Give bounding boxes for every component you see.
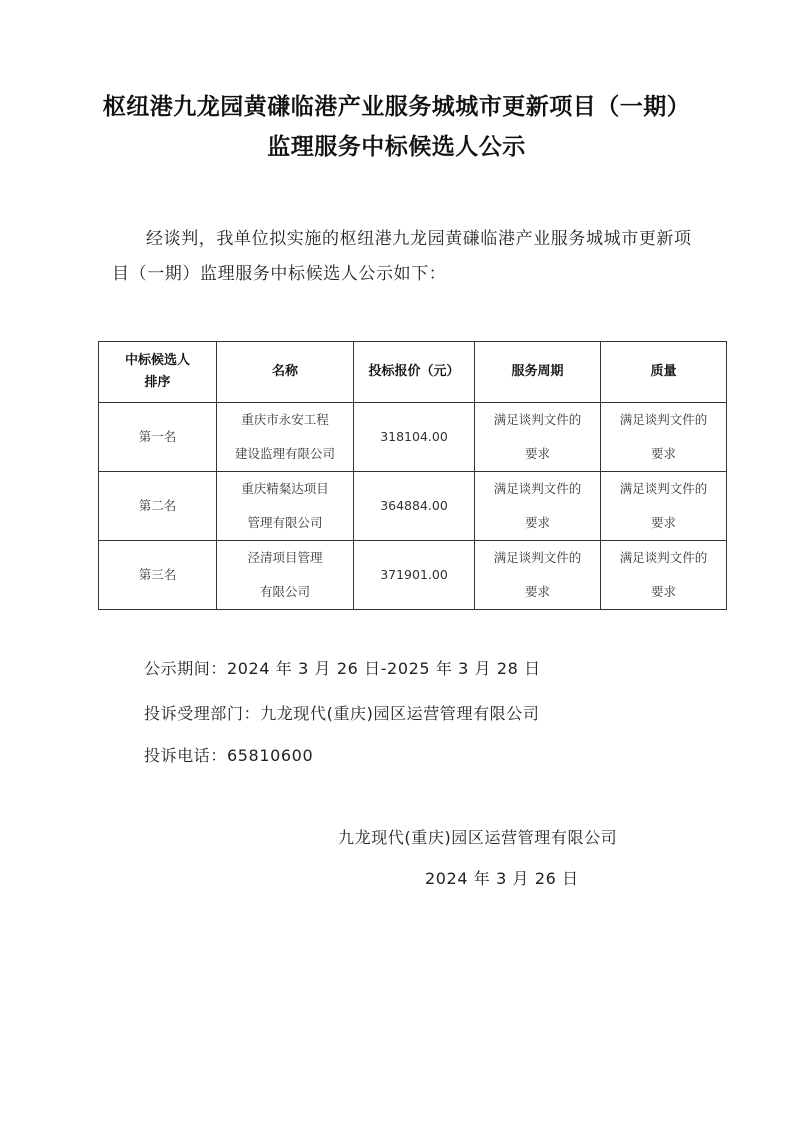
header-quality: 质量	[601, 342, 727, 403]
complaint-phone: 投诉电话：65810600	[144, 746, 314, 765]
cell-name-line-2: 建设监理有限公司	[234, 446, 335, 461]
cell-price: 364884.00	[354, 472, 475, 541]
cell-quality-line-1: 满足谈判文件的	[619, 481, 708, 496]
candidates-table	[98, 341, 727, 610]
cell-name-line-1: 重庆精粲达项目	[241, 481, 329, 496]
cell-price: 371901.00	[354, 541, 475, 610]
signature-date: 2024 年 3 月 26 日	[425, 869, 579, 888]
intro-line-1	[112, 222, 762, 257]
cell-name	[217, 541, 354, 610]
cell-name-line-1: 泾清项目管理	[247, 550, 323, 565]
intro-line-2: 目（一期）监理服务中标候选人公示如下：	[112, 264, 447, 284]
header-name: 名称	[217, 342, 354, 403]
notice-period: 公示期间：2024 年 3 月 26 日-2025 年 3 月 28 日	[144, 659, 541, 678]
cell-period	[475, 403, 601, 472]
table-row	[99, 472, 727, 541]
header-rank	[99, 342, 217, 403]
cell-period	[475, 541, 601, 610]
cell-period-line-1: 满足谈判文件的	[493, 550, 582, 565]
cell-name-line-2: 管理有限公司	[247, 515, 323, 530]
title-line-2: 监理服务中标候选人公示	[267, 133, 526, 160]
cell-name-line-2: 有限公司	[259, 584, 310, 599]
table-header-row	[99, 342, 727, 403]
table-row	[99, 403, 727, 472]
complaint-department: 投诉受理部门：九龙现代(重庆)园区运营管理有限公司	[144, 704, 540, 723]
header-rank-line-2: 排序	[144, 375, 171, 390]
cell-quality-line-1: 满足谈判文件的	[619, 550, 708, 565]
table-row	[99, 541, 727, 610]
cell-period-line-2: 要求	[524, 584, 550, 599]
cell-period-line-2: 要求	[524, 446, 550, 461]
cell-price: 318104.00	[354, 403, 475, 472]
cell-quality-line-2: 要求	[650, 515, 676, 530]
cell-name	[217, 403, 354, 472]
cell-rank: 第三名	[99, 541, 217, 610]
header-price: 投标报价（元）	[354, 342, 475, 403]
cell-quality	[601, 403, 727, 472]
cell-period-line-2: 要求	[524, 515, 550, 530]
cell-quality-line-1: 满足谈判文件的	[619, 412, 708, 427]
title-line-1: 枢纽港九龙园黄磏临港产业服务城城市更新项目（一期）	[102, 93, 691, 120]
cell-rank: 第二名	[99, 472, 217, 541]
cell-quality	[601, 472, 727, 541]
cell-quality-line-2: 要求	[650, 446, 676, 461]
cell-period-line-1: 满足谈判文件的	[493, 412, 582, 427]
cell-quality	[601, 541, 727, 610]
header-period: 服务周期	[475, 342, 601, 403]
intro-line-1-text: 经谈判，我单位拟实施的枢纽港九龙园黄磏临港产业服务城城市更新项	[146, 229, 692, 249]
signature-company: 九龙现代(重庆)园区运营管理有限公司	[338, 828, 618, 847]
cell-rank: 第一名	[99, 403, 217, 472]
cell-period	[475, 472, 601, 541]
header-rank-line-1: 中标候选人	[124, 353, 190, 368]
cell-name	[217, 472, 354, 541]
cell-name-line-1: 重庆市永安工程	[241, 412, 329, 427]
intro-paragraph	[112, 222, 762, 292]
cell-period-line-1: 满足谈判文件的	[493, 481, 582, 496]
cell-quality-line-2: 要求	[650, 584, 676, 599]
